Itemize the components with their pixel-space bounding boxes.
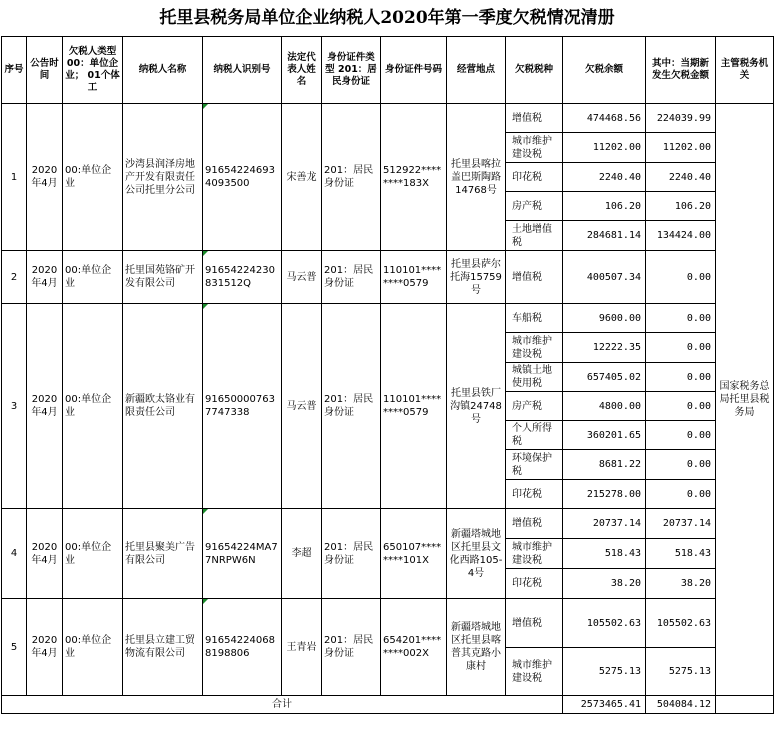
legal-representative: 宋善龙	[282, 104, 322, 251]
arrears-balance: 215278.00	[563, 480, 646, 509]
header-cell: 身份证件号码	[381, 37, 447, 104]
id-number: 110101********0579	[381, 304, 447, 509]
tax-category: 城市维护建设税	[506, 333, 563, 363]
legal-representative: 王青岩	[282, 599, 322, 696]
tax-category: 印花税	[506, 163, 563, 192]
arrears-balance: 8681.22	[563, 450, 646, 480]
new-arrears-amount: 0.00	[646, 304, 716, 333]
arrears-balance: 11202.00	[563, 133, 646, 163]
new-arrears-amount: 224039.99	[646, 104, 716, 133]
legal-representative: 李超	[282, 509, 322, 599]
tax-category: 房产税	[506, 192, 563, 221]
id-type: 201：居民身份证	[322, 251, 381, 304]
new-arrears-amount: 518.43	[646, 539, 716, 569]
table-row	[2, 251, 774, 304]
new-arrears-amount: 0.00	[646, 392, 716, 421]
new-arrears-amount: 5275.13	[646, 648, 716, 696]
taxpayer-id: 916500007637747338	[203, 304, 282, 509]
arrears-balance: 106.20	[563, 192, 646, 221]
header-row	[2, 37, 774, 104]
business-address: 新疆塔城地区托里县文化西路105-4号	[447, 509, 506, 599]
row-number: 1	[2, 104, 27, 251]
table-row	[2, 509, 774, 539]
business-address: 托里县喀拉盖巴斯陶路14768号	[447, 104, 506, 251]
arrears-balance: 9600.00	[563, 304, 646, 333]
tax-category: 印花税	[506, 569, 563, 599]
new-arrears-amount: 0.00	[646, 480, 716, 509]
arrears-balance: 105502.63	[563, 599, 646, 648]
document-title: 托里县税务局单位企业纳税人2020年第一季度欠税情况清册	[159, 8, 615, 28]
new-arrears-amount: 2240.40	[646, 163, 716, 192]
tax-category: 增值税	[506, 251, 563, 304]
announce-date: 2020年4月	[27, 599, 63, 696]
id-type: 201：居民身份证	[322, 104, 381, 251]
taxpayer-name: 托里县立建工贸物流有限公司	[123, 599, 203, 696]
taxpayer-type: 00:单位企业	[63, 304, 123, 509]
total-row	[2, 696, 774, 714]
taxpayer-type: 00:单位企业	[63, 509, 123, 599]
taxpayer-name: 托里国苑铬矿开发有限公司	[123, 251, 203, 304]
header-cell: 其中：当期新发生欠税金额	[646, 37, 716, 104]
new-arrears-amount: 20737.14	[646, 509, 716, 539]
tax-category: 增值税	[506, 599, 563, 648]
header-cell: 序号	[2, 37, 27, 104]
new-arrears-amount: 0.00	[646, 421, 716, 450]
taxpayer-id: 91654224MA77NRPW6N	[203, 509, 282, 599]
total-label: 合计	[2, 696, 563, 714]
taxpayer-id: 916542246934093500	[203, 104, 282, 251]
row-number: 3	[2, 304, 27, 509]
header-cell: 公告时间	[27, 37, 63, 104]
arrears-balance: 20737.14	[563, 509, 646, 539]
business-address: 托里县萨尔托海15759号	[447, 251, 506, 304]
arrears-balance: 400507.34	[563, 251, 646, 304]
table-body	[2, 104, 774, 714]
taxpayer-type: 00:单位企业	[63, 599, 123, 696]
total-balance: 2573465.41	[563, 696, 646, 714]
business-address: 托里县铁厂沟镇24748号	[447, 304, 506, 509]
id-type: 201：居民身份证	[322, 304, 381, 509]
tax-category: 增值税	[506, 104, 563, 133]
tax-category: 个人所得税	[506, 421, 563, 450]
row-number: 5	[2, 599, 27, 696]
new-arrears-amount: 106.20	[646, 192, 716, 221]
tax-category: 印花税	[506, 480, 563, 509]
tax-category: 土地增值税	[506, 221, 563, 251]
id-type: 201：居民身份证	[322, 509, 381, 599]
taxpayer-type: 00:单位企业	[63, 251, 123, 304]
header-cell: 纳税人名称	[123, 37, 203, 104]
new-arrears-amount: 38.20	[646, 569, 716, 599]
row-number: 2	[2, 251, 27, 304]
header-cell: 法定代表人姓名	[282, 37, 322, 104]
announce-date: 2020年4月	[27, 104, 63, 251]
id-number: 654201********002X	[381, 599, 447, 696]
new-arrears-amount: 0.00	[646, 333, 716, 363]
table-row	[2, 304, 774, 333]
arrears-balance: 474468.56	[563, 104, 646, 133]
tax-category: 增值税	[506, 509, 563, 539]
new-arrears-amount: 0.00	[646, 363, 716, 392]
arrears-balance: 518.43	[563, 539, 646, 569]
id-number: 650107********101X	[381, 509, 447, 599]
arrears-table	[1, 36, 774, 714]
tax-category: 城市维护建设税	[506, 648, 563, 696]
arrears-balance: 4800.00	[563, 392, 646, 421]
row-number: 4	[2, 509, 27, 599]
id-number: 512922********183X	[381, 104, 447, 251]
arrears-balance: 657405.02	[563, 363, 646, 392]
tax-authority: 国家税务总局托里县税务局	[716, 104, 774, 696]
table-row	[2, 599, 774, 648]
legal-representative: 马云普	[282, 304, 322, 509]
total-empty-cell	[716, 696, 774, 714]
tax-category: 城市维护建设税	[506, 539, 563, 569]
new-arrears-amount: 105502.63	[646, 599, 716, 648]
arrears-balance: 12222.35	[563, 333, 646, 363]
new-arrears-amount: 134424.00	[646, 221, 716, 251]
tax-category: 房产税	[506, 392, 563, 421]
header-cell: 欠税税种	[506, 37, 563, 104]
legal-representative: 马云普	[282, 251, 322, 304]
total-new-amount: 504084.12	[646, 696, 716, 714]
id-type: 201：居民身份证	[322, 599, 381, 696]
header-cell: 身份证件类型 201：居民身份证	[322, 37, 381, 104]
taxpayer-type: 00:单位企业	[63, 104, 123, 251]
tax-category: 环境保护税	[506, 450, 563, 480]
announce-date: 2020年4月	[27, 251, 63, 304]
announce-date: 2020年4月	[27, 509, 63, 599]
taxpayer-id: 91654224230831512Q	[203, 251, 282, 304]
header-cell: 纳税人识别号	[203, 37, 282, 104]
header-cell: 欠税余额	[563, 37, 646, 104]
tax-category: 城镇土地使用税	[506, 363, 563, 392]
header-cell: 主管税务机关	[716, 37, 774, 104]
taxpayer-id: 916542240688198806	[203, 599, 282, 696]
new-arrears-amount: 0.00	[646, 251, 716, 304]
header-cell: 经营地点	[447, 37, 506, 104]
tax-category: 车船税	[506, 304, 563, 333]
taxpayer-name: 沙湾县润泽房地产开发有限责任公司托里分公司	[123, 104, 203, 251]
business-address: 新疆塔城地区托里县喀普其克路小康村	[447, 599, 506, 696]
taxpayer-name: 托里县聚美广告有限公司	[123, 509, 203, 599]
announce-date: 2020年4月	[27, 304, 63, 509]
arrears-balance: 38.20	[563, 569, 646, 599]
taxpayer-name: 新疆欧太铬业有限责任公司	[123, 304, 203, 509]
table-row	[2, 104, 774, 133]
arrears-balance: 360201.65	[563, 421, 646, 450]
arrears-balance: 2240.40	[563, 163, 646, 192]
header-cell: 欠税人类型 00：单位企业； 01个体工	[63, 37, 123, 104]
tax-category: 城市维护建设税	[506, 133, 563, 163]
new-arrears-amount: 11202.00	[646, 133, 716, 163]
new-arrears-amount: 0.00	[646, 450, 716, 480]
arrears-balance: 5275.13	[563, 648, 646, 696]
arrears-balance: 284681.14	[563, 221, 646, 251]
id-number: 110101********0579	[381, 251, 447, 304]
